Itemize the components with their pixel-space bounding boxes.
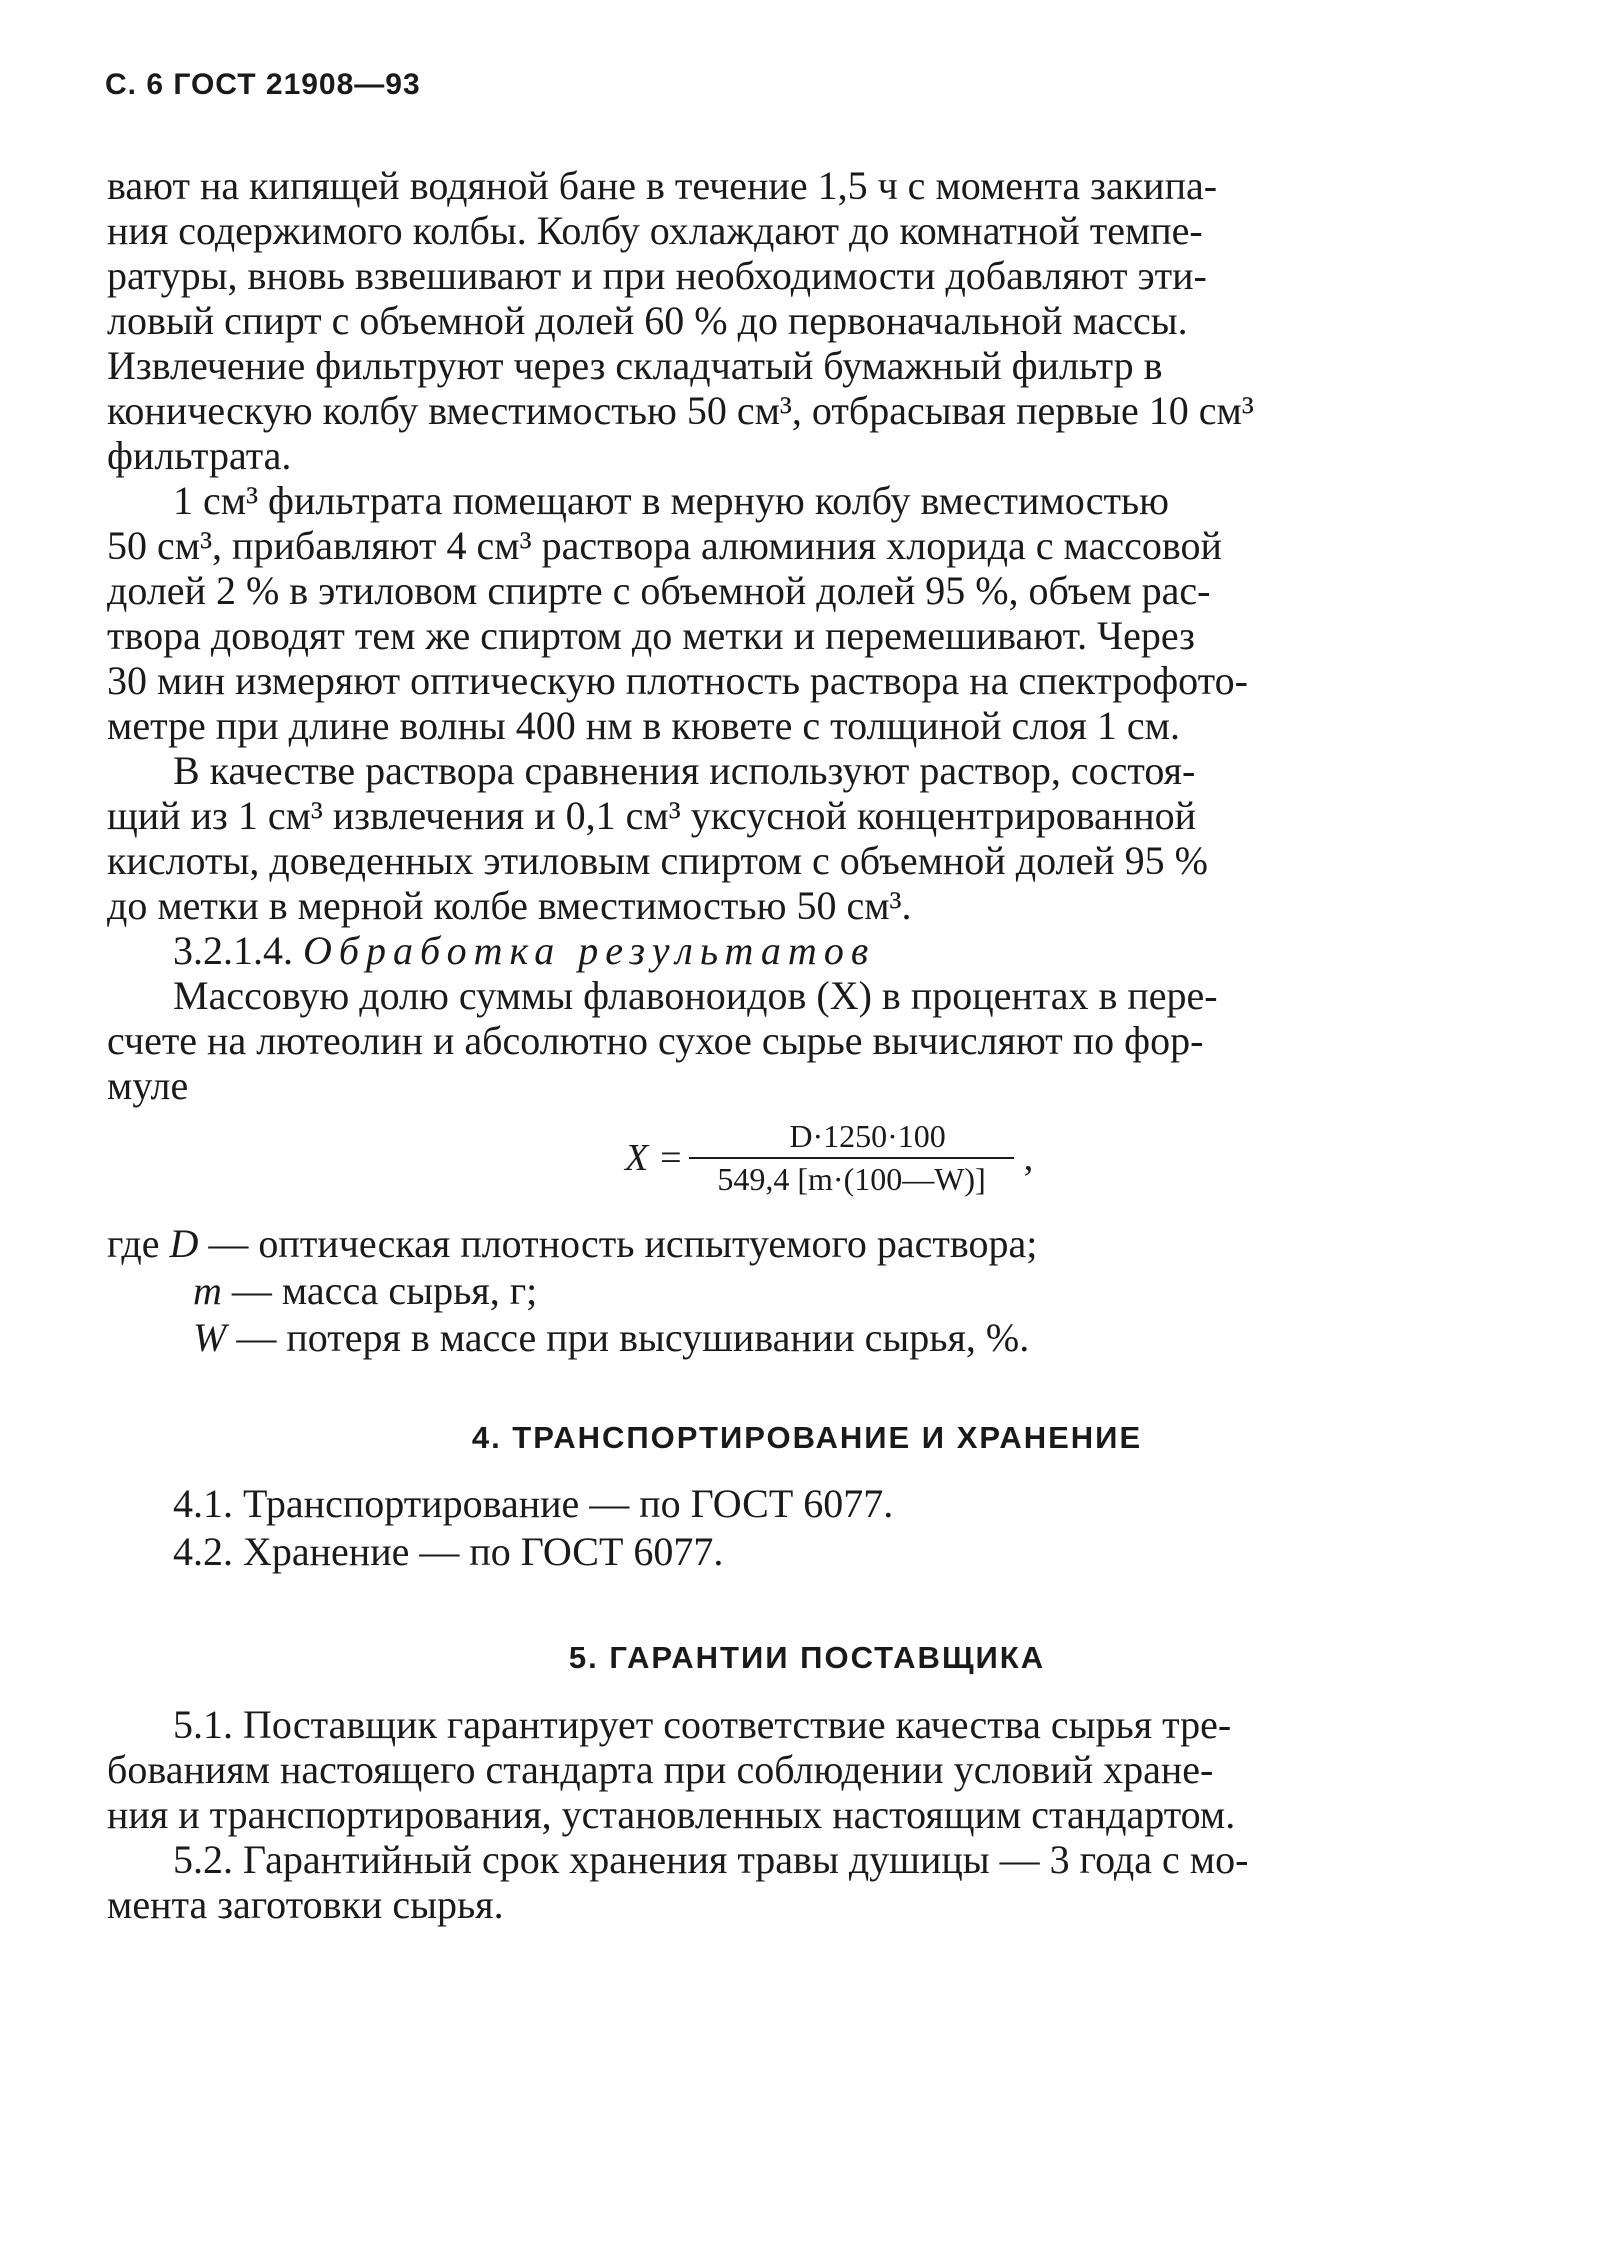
text-line: Массовую долю суммы флавоноидов (X) в процентах в пере- xyxy=(173,973,1218,1018)
text-line: щий из 1 см³ извлечения и 0,1 см³ уксусной концентрированной xyxy=(107,793,1197,838)
text-line: до метки в мерной колбе вместимостью 50 см³. xyxy=(107,883,912,928)
formula-numerator: D·1250·100 xyxy=(789,1118,946,1154)
text-line: коническую колбу вместимостью 50 см³, отбрасывая первые 10 см³ xyxy=(107,388,1254,433)
text-line: кислоты, доведенных этиловым спиртом с объемной долей 95 % xyxy=(107,838,1208,883)
subsection-heading xyxy=(107,928,1507,973)
section-4-items xyxy=(173,1480,893,1576)
text-line: твора доводят тем же спиртом до метки и перемешивают. Через xyxy=(107,613,1195,658)
subsection-number: 3.2.1.4. xyxy=(173,928,293,973)
definition-text: — оптическая плотность испытуемого раствора; xyxy=(208,1221,1038,1266)
definition-text: — масса сырья, г; xyxy=(231,1268,538,1313)
definition-row xyxy=(107,1220,1037,1267)
section-5-title: 5. ГАРАНТИИ ПОСТАВЩИКА xyxy=(568,1640,1046,1675)
formula xyxy=(625,1118,1033,1198)
text-line: 50 см³, прибавляют 4 см³ раствора алюминия хлорида с массовой xyxy=(107,523,1222,568)
paragraph-2 xyxy=(107,478,1507,748)
definition-text: — потеря в массе при высушивании сырья, %. xyxy=(236,1315,1030,1360)
definition-prefix: где xyxy=(107,1221,160,1266)
paragraph-1 xyxy=(107,163,1507,478)
definition-row xyxy=(107,1267,1037,1314)
page-header: С. 6 ГОСТ 21908—93 xyxy=(105,68,421,101)
section-5-paragraph-2 xyxy=(107,1837,1507,1927)
text-line: 1 см³ фильтрата помещают в мерную колбу вместимостью xyxy=(173,478,1170,523)
list-item: 4.1. Транспортирование — по ГОСТ 6077. xyxy=(173,1481,894,1526)
definition-symbol: W xyxy=(193,1315,227,1360)
subsection-title: Обработка результатов xyxy=(303,928,876,973)
formula-tail: , xyxy=(1023,1137,1034,1179)
formula-denominator: 549,4 [m·(100—W)] xyxy=(689,1157,1013,1198)
definitions xyxy=(107,1220,1037,1361)
section-4-title: 4. ТРАНСПОРТИРОВАНИЕ И ХРАНЕНИЕ xyxy=(471,1420,1143,1455)
text-line: ния и транспортирования, установленных настоящим стандартом. xyxy=(107,1792,1236,1837)
text-line: ловый спирт с объемной долей 60 % до первоначальной массы. xyxy=(107,298,1188,343)
paragraph-3 xyxy=(107,748,1507,928)
text-line: 5.1. Поставщик гарантирует соответствие качества сырья тре- xyxy=(173,1702,1232,1747)
text-line: 30 мин измеряют оптическую плотность раствора на спектрофото- xyxy=(107,658,1248,703)
text-line: муле xyxy=(107,1063,189,1108)
text-line: Извлечение фильтруют через складчатый бумажный фильтр в xyxy=(107,343,1163,388)
text-line: бованиям настоящего стандарта при соблюдении условий хране- xyxy=(107,1747,1214,1792)
formula-fraction xyxy=(689,1118,1013,1198)
text-line: ратуры, вновь взвешивают и при необходимости добавляют эти- xyxy=(107,253,1207,298)
paragraph-4 xyxy=(107,973,1507,1108)
definition-symbol: D xyxy=(169,1221,199,1266)
definition-symbol: m xyxy=(193,1268,222,1313)
text-line: долей 2 % в этиловом спирте с объемной долей 95 %, объем рас- xyxy=(107,568,1211,613)
text-line: метре при длине волны 400 нм в кювете с толщиной слоя 1 см. xyxy=(107,703,1180,748)
text-line: В качестве раствора сравнения используют раствор, состоя- xyxy=(173,748,1196,793)
text-line: счете на лютеолин и абсолютно сухое сырье вычисляют по фор- xyxy=(107,1018,1204,1063)
text-line: вают на кипящей водяной бане в течение 1,5 ч с момента закипа- xyxy=(107,163,1218,208)
text-line: 5.2. Гарантийный срок хранения травы душицы — 3 года с мо- xyxy=(173,1837,1249,1882)
text-line: фильтрата. xyxy=(107,433,292,478)
text-line: мента заготовки сырья. xyxy=(107,1882,504,1927)
section-5-paragraph-1 xyxy=(107,1702,1507,1837)
list-item: 4.2. Хранение — по ГОСТ 6077. xyxy=(173,1529,724,1574)
definition-row xyxy=(107,1314,1037,1361)
text-line: ния содержимого колбы. Колбу охлаждают до комнатной темпе- xyxy=(107,208,1203,253)
formula-lhs: X = xyxy=(625,1137,684,1179)
